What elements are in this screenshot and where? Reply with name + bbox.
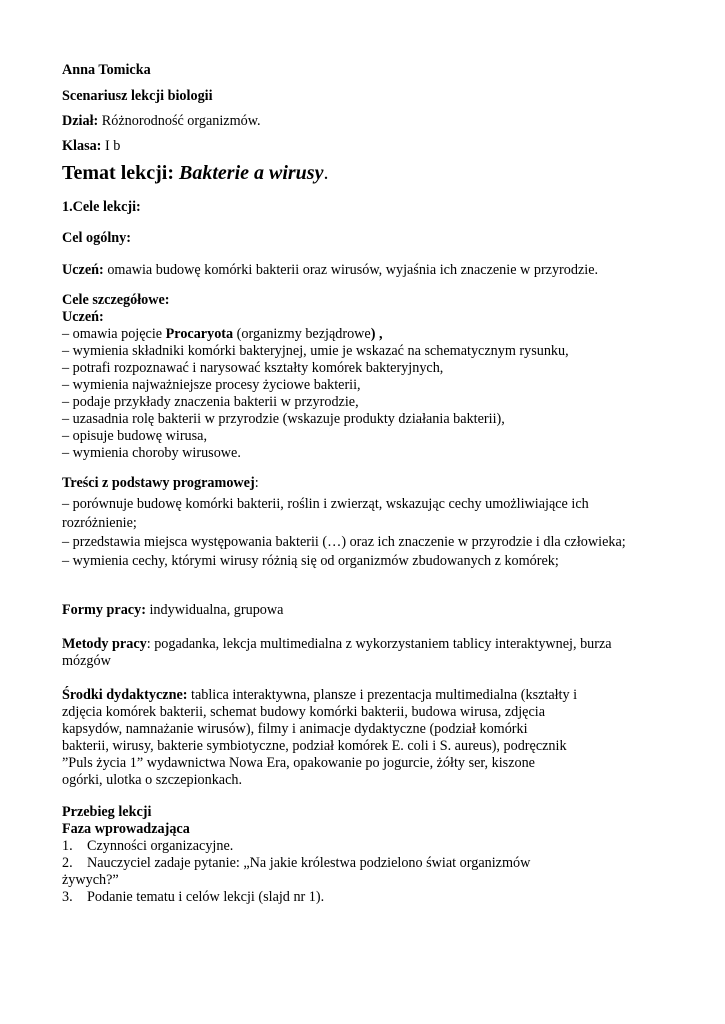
aids-text: zdjęcia komórek bakterii, schemat budowy komórki bakterii, budowa wirusa, zdjęcia: [62, 704, 546, 720]
general-student-label: Uczeń:: [62, 262, 104, 278]
methods-value-continued: mózgów: [62, 653, 111, 669]
detailed-goal-item: – wymienia najważniejsze procesy życiowe bakterii,: [62, 377, 361, 393]
aids-label: Środki dydaktyczne:: [62, 687, 188, 703]
goals-heading: 1.Cele lekcji:: [62, 199, 141, 215]
methods-row: [62, 636, 662, 670]
aids-text: ogórki, ulotka o szczepionkach.: [62, 772, 243, 788]
detailed-goal-item: [62, 326, 662, 343]
step-number: 2.: [62, 855, 73, 871]
progress-step: [62, 855, 662, 872]
curriculum-item: – przedstawia miejsca występowania bakterii (…) oraz ich znaczenie w przyrodzie i dla człowieka;: [62, 534, 626, 550]
dzial-value: Różnorodność organizmów.: [101, 113, 261, 129]
detailed-goal-item: – wymienia składniki komórki bakteryjnej, umie je wskazać na schematycznym rysunku,: [62, 343, 569, 359]
phase-heading: Faza wprowadzająca: [62, 821, 190, 837]
curriculum-item-continued: rozróżnienie;: [62, 515, 137, 531]
lesson-topic: [62, 161, 662, 185]
first-goal-mid: (organizmy bezjądrowe: [236, 326, 371, 342]
lesson-progress: [62, 804, 662, 906]
klasa-row: [62, 138, 662, 155]
curriculum-item: – wymienia cechy, którymi wirusy różnią się od organizmów zbudowanych z komórek;: [62, 553, 559, 569]
klasa-value: I b: [104, 138, 121, 154]
aids-text: tablica interaktywna, plansze i prezentacja multimedialna (kształty i: [191, 687, 578, 703]
forms-value: indywidualna, grupowa: [149, 602, 284, 618]
general-goal-text: omawia budowę komórki bakterii oraz wirusów, wyjaśnia ich znaczenie w przyrodzie.: [107, 262, 599, 278]
author-name: Anna Tomicka: [62, 62, 151, 78]
step-text: Nauczyciel zadaje pytanie: „Na jakie królestwa podzielono świat organizmów: [87, 855, 531, 871]
detailed-goal-item: – uzasadnia rolę bakterii w przyrodzie (wskazuje produkty działania bakterii),: [62, 411, 505, 427]
detailed-goal-item: – wymienia choroby wirusowe.: [62, 445, 241, 461]
general-goal-row: [62, 262, 662, 279]
klasa-label: Klasa:: [62, 138, 102, 154]
curriculum-heading: Treści z podstawy programowej: [62, 475, 255, 491]
step-number: 1.: [62, 838, 73, 854]
topic-end: .: [323, 162, 329, 184]
step-text: Czynności organizacyjne.: [87, 838, 234, 854]
curriculum-heading-row: [62, 474, 662, 493]
detailed-goal-item: – opisuje budowę wirusa,: [62, 428, 208, 444]
methods-label: Metody pracy: [62, 636, 147, 652]
methods-line: [62, 636, 662, 653]
step-text: Podanie tematu i celów lekcji (slajd nr 1).: [87, 889, 325, 905]
detailed-goals-heading: Cele szczegółowe:: [62, 292, 170, 308]
curriculum-heading-colon: :: [254, 475, 259, 491]
dzial-row: [62, 113, 662, 130]
general-goal-heading: Cel ogólny:: [62, 230, 131, 246]
detailed-goals: [62, 292, 662, 462]
aids-text: ”Puls życia 1” wydawnictwa Nowa Era, opakowanie po jogurcie, żółty ser, kiszone: [62, 755, 535, 771]
aids-text: kapsydów, namnażanie wirusów), filmy i animacje dydaktyczne (podział komórki: [62, 721, 528, 737]
first-goal-term: Procaryota: [165, 326, 234, 342]
step-number: 3.: [62, 889, 73, 905]
detailed-student-label: Uczeń:: [62, 309, 104, 325]
aids-line: [62, 687, 662, 704]
forms-label: Formy pracy:: [62, 602, 146, 618]
topic-label: Temat lekcji:: [62, 162, 175, 184]
detailed-goal-item: – potrafi rozpoznawać i narysować kształty komórek bakteryjnych,: [62, 360, 444, 376]
progress-step-continued: [62, 872, 662, 889]
curriculum-item: – porównuje budowę komórki bakterii, roślin i zwierząt, wskazując cechy umożliwiające ich: [62, 496, 589, 512]
aids-text: bakterii, wirusy, bakterie symbiotyczne, podział komórek E. coli i S. aureus), podręcznik: [62, 738, 567, 754]
curriculum-section: [62, 474, 662, 571]
progress-heading: Przebieg lekcji: [62, 804, 152, 820]
first-goal-end: ) ,: [370, 326, 383, 342]
detailed-goal-item: – podaje przykłady znaczenia bakterii w przyrodzie,: [62, 394, 359, 410]
methods-value: : pogadanka, lekcja multimedialna z wykorzystaniem tablicy interaktywnej, burza: [146, 636, 612, 652]
progress-step: [62, 889, 662, 906]
document-type: Scenariusz lekcji biologii: [62, 88, 213, 104]
topic-value: Bakterie a wirusy: [179, 162, 324, 184]
dzial-label: Dział:: [62, 113, 99, 129]
aids-section: [62, 687, 662, 789]
progress-step: [62, 838, 662, 855]
step-text: żywych?”: [62, 872, 119, 888]
first-goal-prefix: – omawia pojęcie: [62, 326, 163, 342]
forms-row: [62, 602, 662, 619]
